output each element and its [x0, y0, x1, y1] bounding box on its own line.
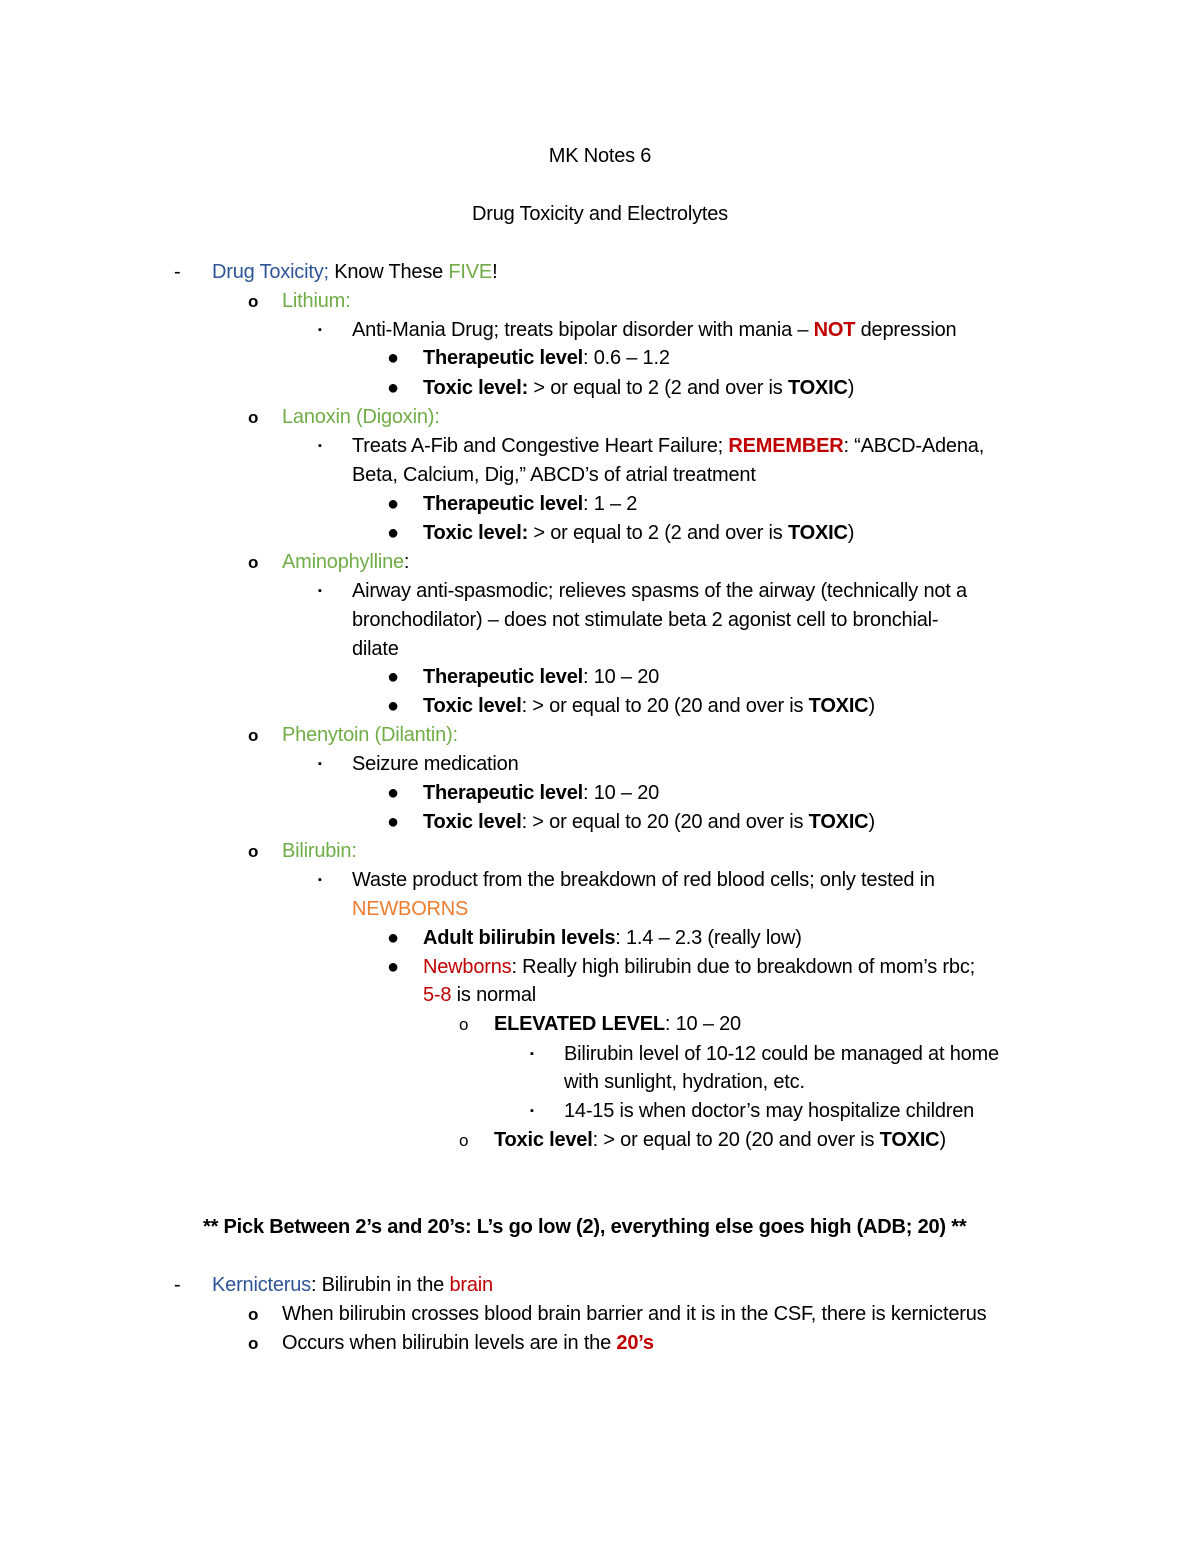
lanoxin-therapeutic-level: Therapeutic level: 1 – 2 [423, 493, 638, 515]
aminophylline-toxic-level: Toxic level: > or equal to 20 (20 and over is TOXIC) [423, 695, 875, 717]
page-subtitle: Drug Toxicity and Electrolytes [472, 203, 728, 225]
bilirubin-newborns-note: NEWBORNS [352, 898, 469, 920]
dot-bullet: ● [387, 347, 400, 369]
elevated-note-home: Bilirubin level of 10-12 could be managed at home [564, 1043, 999, 1065]
phenytoin-description: Seizure medication [352, 753, 519, 775]
lithium-therapeutic-level: Therapeutic level: 0.6 – 1.2 [423, 347, 670, 369]
lanoxin-toxic-level: Toxic level: > or equal to 2 (2 and over is TOXIC) [423, 522, 855, 544]
drug-name-phenytoin: Phenytoin (Dilantin): [282, 724, 458, 746]
lanoxin-description: Treats A-Fib and Congestive Heart Failure; REMEMBER: “ABCD-Adena, [352, 435, 985, 457]
elevated-note-home-cont: with sunlight, hydration, etc. [564, 1071, 805, 1093]
open-circle-bullet: o [459, 1131, 469, 1150]
dot-bullet: ● [387, 782, 400, 804]
dot-bullet: ● [387, 493, 400, 515]
dash-bullet: - [174, 1274, 181, 1296]
dot-bullet: ● [387, 927, 400, 949]
dot-bullet: ● [387, 522, 400, 544]
phenytoin-therapeutic-level: Therapeutic level: 10 – 20 [423, 782, 660, 804]
elevated-note-hospital: 14-15 is when doctor’s may hospitalize children [564, 1100, 975, 1122]
phenytoin-toxic-level: Toxic level: > or equal to 20 (20 and over is TOXIC) [423, 811, 875, 833]
memory-tip: ** Pick Between 2’s and 20’s: L’s go low (2), everything else goes high (ADB; 20) ** [203, 1216, 967, 1238]
kernicterus-heading: Kernicterus: Bilirubin in the brain [212, 1274, 493, 1296]
dot-bullet: ● [387, 666, 400, 688]
drug-toxicity-heading: Drug Toxicity; Know These FIVE! [212, 261, 498, 283]
square-bullet: ▪ [318, 440, 322, 452]
page-title: MK Notes 6 [548, 145, 652, 167]
adult-bilirubin-levels: Adult bilirubin levels: 1.4 – 2.3 (really low) [423, 927, 802, 949]
dot-bullet: ● [387, 956, 400, 978]
lithium-toxic-level: Toxic level: > or equal to 2 (2 and over is TOXIC) [423, 377, 855, 399]
drug-name-aminophylline: Aminophylline: [282, 551, 410, 573]
dot-bullet: ● [387, 811, 400, 833]
square-bullet: ▪ [318, 758, 322, 770]
square-bullet: ▪ [318, 585, 322, 597]
aminophylline-therapeutic-level: Therapeutic level: 10 – 20 [423, 666, 660, 688]
lanoxin-description-cont: Beta, Calcium, Dig,” ABCD’s of atrial treatment [352, 464, 756, 486]
elevated-level: ELEVATED LEVEL: 10 – 20 [494, 1013, 741, 1035]
aminophylline-description-cont: bronchodilator) – does not stimulate beta 2 agonist cell to bronchial- [352, 609, 939, 631]
square-bullet: ▪ [318, 874, 322, 886]
bilirubin-description: Waste product from the breakdown of red blood cells; only tested in [352, 869, 935, 891]
dot-bullet: ● [387, 695, 400, 717]
kernicterus-point-1: When bilirubin crosses blood brain barrier and it is in the CSF, there is kernicterus [282, 1303, 987, 1325]
drug-name-lithium: Lithium: [282, 290, 351, 312]
square-bullet: ▪ [530, 1105, 534, 1117]
open-circle-bullet: o [459, 1015, 469, 1034]
circle-bullet: o [248, 292, 259, 311]
aminophylline-description-cont2: dilate [352, 638, 399, 660]
newborn-bilirubin: Newborns: Really high bilirubin due to breakdown of mom’s rbc; [423, 956, 975, 978]
circle-bullet: o [248, 1305, 259, 1324]
bilirubin-toxic-level: Toxic level: > or equal to 20 (20 and over is TOXIC) [494, 1129, 946, 1151]
square-bullet: ▪ [318, 324, 322, 336]
circle-bullet: o [248, 408, 259, 427]
aminophylline-description: Airway anti-spasmodic; relieves spasms of the airway (technically not a [352, 580, 967, 602]
circle-bullet: o [248, 1334, 259, 1353]
dot-bullet: ● [387, 377, 400, 399]
square-bullet: ▪ [530, 1048, 534, 1060]
dash-bullet: - [174, 261, 181, 283]
circle-bullet: o [248, 553, 259, 572]
kernicterus-point-2: Occurs when bilirubin levels are in the 20’s [282, 1332, 654, 1354]
drug-name-lanoxin: Lanoxin (Digoxin): [282, 406, 440, 428]
lithium-description: Anti-Mania Drug; treats bipolar disorder with mania – NOT depression [352, 319, 957, 341]
newborn-bilirubin-normal: 5-8 is normal [423, 984, 537, 1006]
circle-bullet: o [248, 726, 259, 745]
drug-name-bilirubin: Bilirubin: [282, 840, 357, 862]
circle-bullet: o [248, 842, 259, 861]
